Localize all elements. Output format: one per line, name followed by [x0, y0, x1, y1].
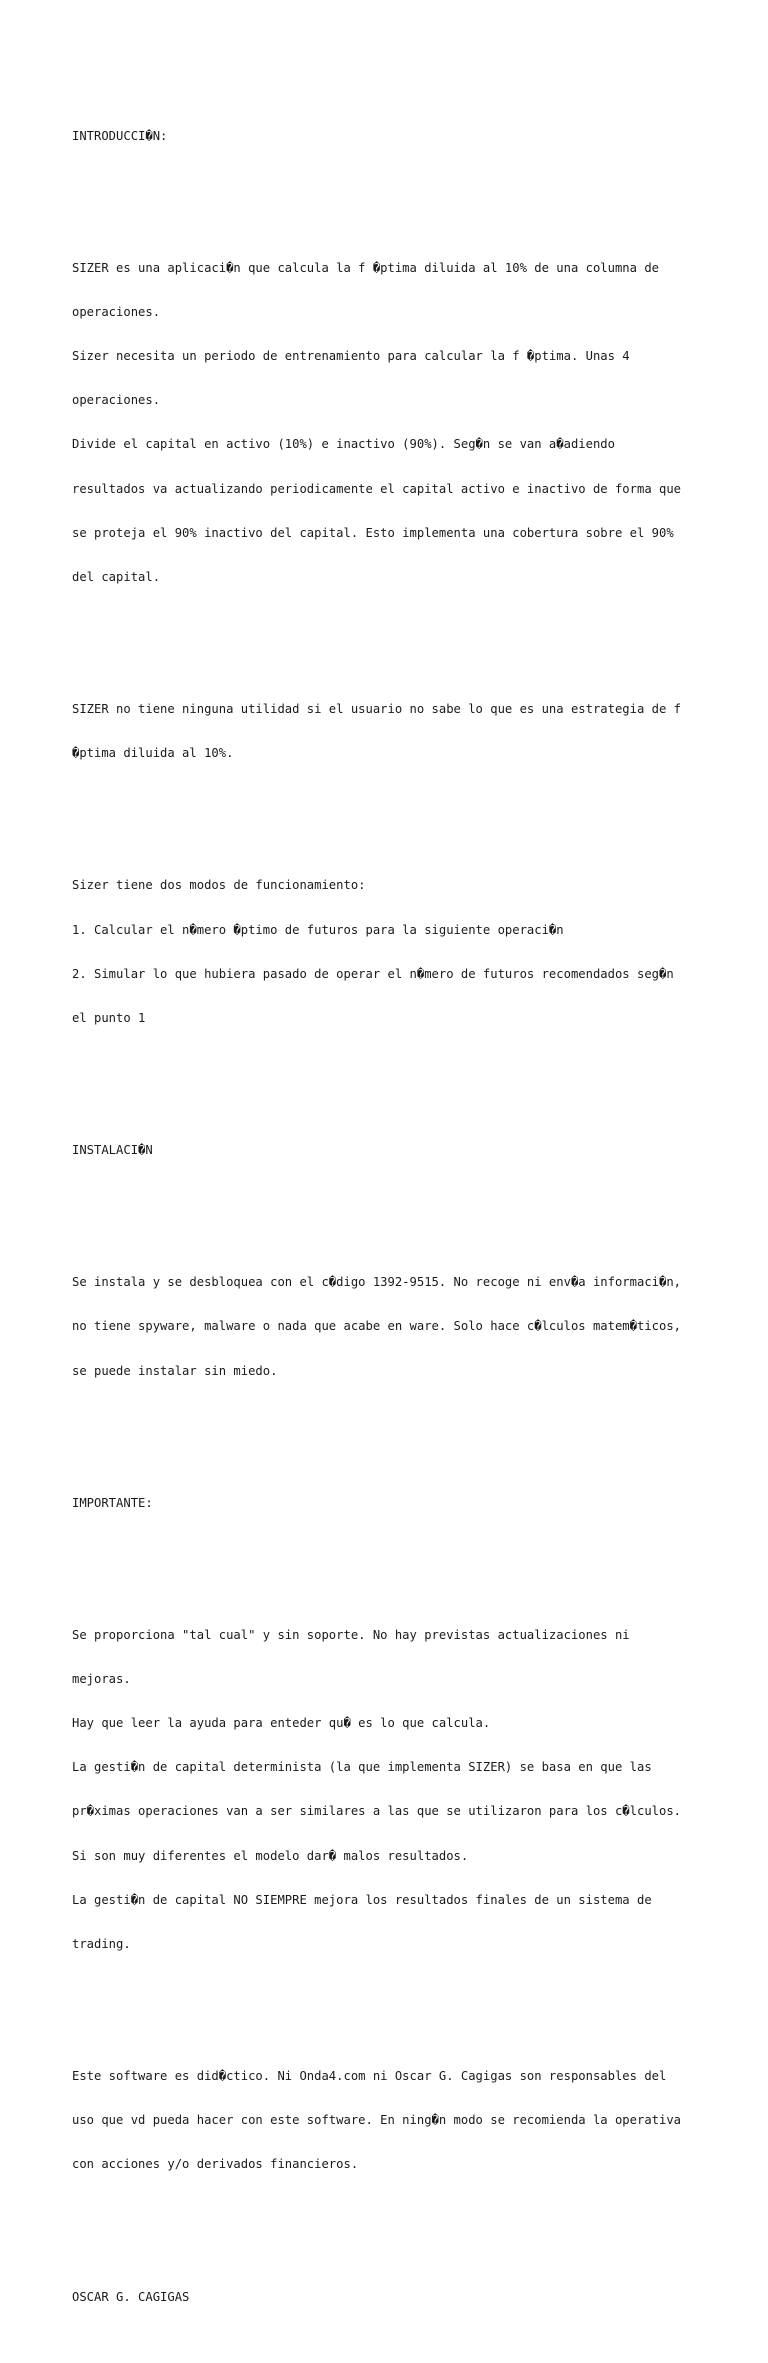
text-line: operaciones. [72, 393, 161, 408]
document-page [72, 70, 712, 2363]
text-line: Divide el capital en activo (10%) e inactivo (90%). Seg�n se van a�adiendo [72, 437, 615, 452]
text-line: resultados va actualizando periodicamente el capital activo e inactivo de forma que [72, 481, 682, 496]
text-line: Este software es did�ctico. Ni Onda4.com ni Oscar G. Cagigas son responsables del [72, 2069, 667, 2084]
text-line: Se proporciona "tal cual" y sin soporte. No hay previstas actualizaciones ni [72, 1628, 630, 1643]
paragraph-modes [72, 849, 712, 1055]
text-line: Sizer necesita un periodo de entrenamiento para calcular la f �ptima. Unas 4 [72, 349, 630, 364]
text-line: operaciones. [72, 305, 161, 320]
text-line: Se instala y se desbloquea con el c�digo 1392-9515. No recoge ni env�a informaci�n, [72, 1275, 682, 1290]
text-line: INSTALACI�N [72, 1143, 153, 1158]
paragraph-installation [72, 1246, 712, 1408]
text-line: Si son muy diferentes el modelo dar� malos resultados. [72, 1848, 469, 1863]
heading-instalacion [72, 1114, 712, 1188]
text-line: IMPORTANTE: [72, 1495, 153, 1510]
text-line: el punto 1 [72, 1010, 146, 1025]
list-item: 2. Simular lo que hubiera pasado de operar el n�mero de futuros recomendados seg�n [72, 966, 674, 981]
text-line: se proteja el 90% inactivo del capital. Esto implementa una cobertura sobre el 90% [72, 525, 674, 540]
text-line: mejoras. [72, 1672, 131, 1687]
text-line: INTRODUCCI�N: [72, 128, 168, 143]
text-line: trading. [72, 1936, 131, 1951]
text-line: OSCAR G. CAGIGAS [72, 2289, 190, 2304]
text-line: no tiene spyware, malware o nada que acabe en ware. Solo hace c�lculos matem�ticos, [72, 1319, 682, 1334]
paragraph-important [72, 1599, 712, 1981]
text-line: uso que vd pueda hacer con este software. En ning�n modo se recomienda la operativa [72, 2113, 682, 2128]
text-line: Hay que leer la ayuda para enteder qu� es lo que calcula. [72, 1716, 491, 1731]
text-line: La gesti�n de capital NO SIEMPRE mejora los resultados finales de un sistema de [72, 1892, 652, 1907]
text-line: con acciones y/o derivados financieros. [72, 2157, 359, 2172]
text-line: pr�ximas operaciones van a ser similares a las que se utilizaron para los c�lculos. [72, 1804, 682, 1819]
heading-importante [72, 1466, 712, 1540]
text-line: La gesti�n de capital determinista (la que implementa SIZER) se basa en que las [72, 1760, 652, 1775]
list-item: 1. Calcular el n�mero �ptimo de futuros para la siguiente operaci�n [72, 922, 564, 937]
text-line: SIZER no tiene ninguna utilidad si el usuario no sabe lo que es una estrategia de f [72, 702, 682, 717]
text-line: SIZER es una aplicaci�n que calcula la f �ptima diluida al 10% de una columna de [72, 261, 659, 276]
text-line: del capital. [72, 569, 161, 584]
paragraph-utility [72, 673, 712, 791]
paragraph-description [72, 232, 712, 614]
paragraph-disclaimer [72, 2040, 712, 2202]
author-signature [72, 2260, 712, 2334]
text-line: �ptima diluida al 10%. [72, 746, 234, 761]
text-line: se puede instalar sin miedo. [72, 1363, 278, 1378]
text-line: Sizer tiene dos modos de funcionamiento: [72, 878, 366, 893]
heading-introduccion [72, 99, 712, 173]
